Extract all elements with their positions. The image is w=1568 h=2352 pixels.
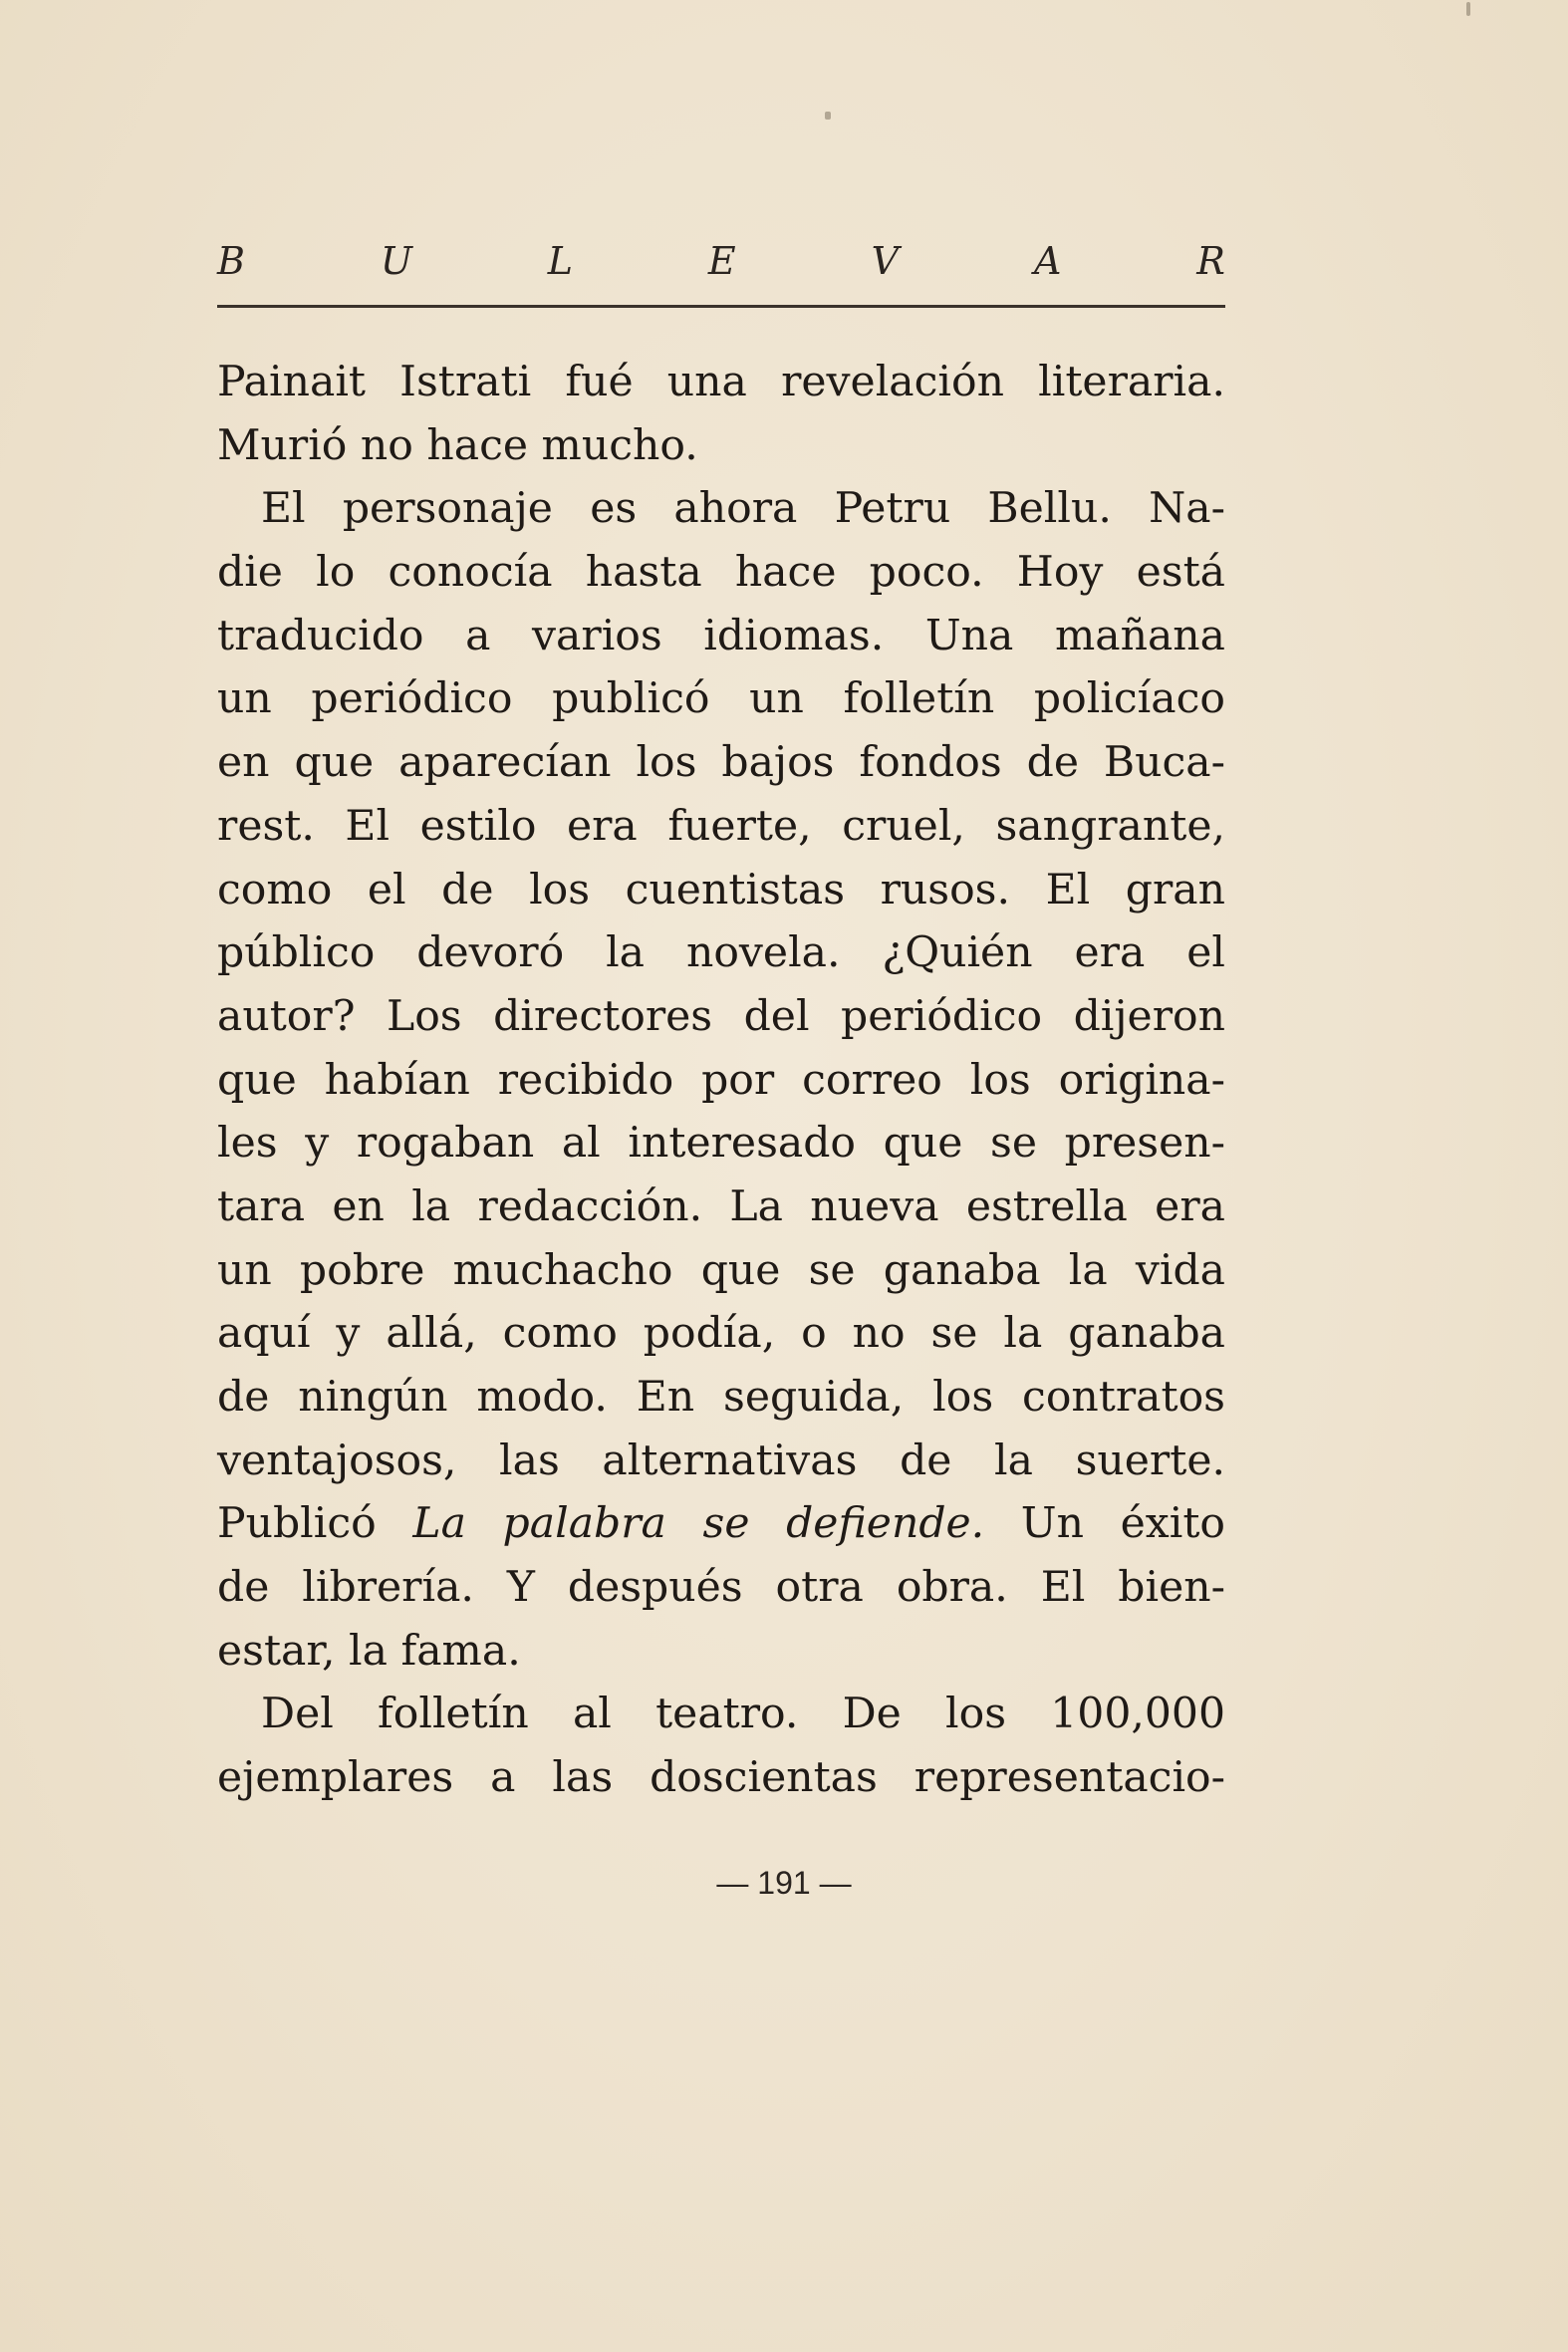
text-line: El personaje es ahora Petru Bellu. Na- — [261, 484, 1225, 534]
text-line: Del folletín al teatro. De los 100,000 — [261, 1690, 1225, 1739]
header-letter: L — [547, 239, 574, 283]
running-header-title — [217, 237, 1225, 285]
paper-speck — [825, 112, 831, 120]
header-letter: V — [871, 239, 900, 283]
header-rule — [217, 305, 1225, 308]
text-line: ejemplares a las doscientas representacio- — [217, 1753, 1225, 1803]
text-line: les y rogaban al interesado que se presen- — [217, 1119, 1225, 1169]
text-line: un pobre muchacho que se ganaba la vida — [217, 1245, 1225, 1295]
body-text — [217, 351, 1225, 1810]
text-line: aquí y allá, como podía, o no se la ganaba — [217, 1309, 1225, 1359]
header-letter: B — [217, 239, 245, 283]
text-line: público devoró la novela. ¿Quién era el — [217, 928, 1225, 978]
header-letter: A — [1033, 239, 1062, 283]
paper-speck — [1466, 2, 1470, 16]
text-line — [217, 1492, 1225, 1556]
text-line: tara en la redacción. La nueva estrella era — [217, 1181, 1225, 1231]
running-header — [217, 237, 1225, 309]
text-line-segment: Publicó — [217, 1499, 413, 1549]
text-line-segment: Un éxito — [984, 1499, 1225, 1549]
text-line: en que aparecían los bajos fondos de Buca- — [217, 738, 1225, 788]
text-line: un periódico publicó un folletín policíaco — [217, 674, 1225, 724]
text-line: Murió no hace mucho. — [217, 420, 698, 470]
text-line: Painait Istrati fué una revelación literaria. — [217, 358, 1225, 406]
text-line: que habían recibido por correo los origina- — [217, 1055, 1225, 1105]
text-line: die lo conocía hasta hace poco. Hoy está — [217, 548, 1225, 598]
text-line: rest. El estilo era fuerte, cruel, sangrante, — [217, 801, 1225, 851]
text-line: estar, la fama. — [217, 1626, 521, 1676]
text-line: como el de los cuentistas rusos. El gran — [217, 865, 1225, 915]
text-line: de ningún modo. En seguida, los contratos — [217, 1373, 1225, 1422]
text-line: ventajosos, las alternativas de la suerte. — [217, 1436, 1225, 1485]
header-letter: R — [1196, 239, 1225, 283]
header-letter: U — [380, 239, 412, 283]
text-line: autor? Los directores del periódico dijeron — [217, 991, 1225, 1041]
header-letter: E — [707, 239, 736, 283]
page-number: — 191 — — [716, 1865, 852, 1901]
text-line: traducido a varios idiomas. Una mañana — [217, 611, 1225, 660]
book-title: La palabra se defiende. — [412, 1499, 985, 1549]
text-line: de librería. Y después otra obra. El bien- — [217, 1563, 1225, 1613]
